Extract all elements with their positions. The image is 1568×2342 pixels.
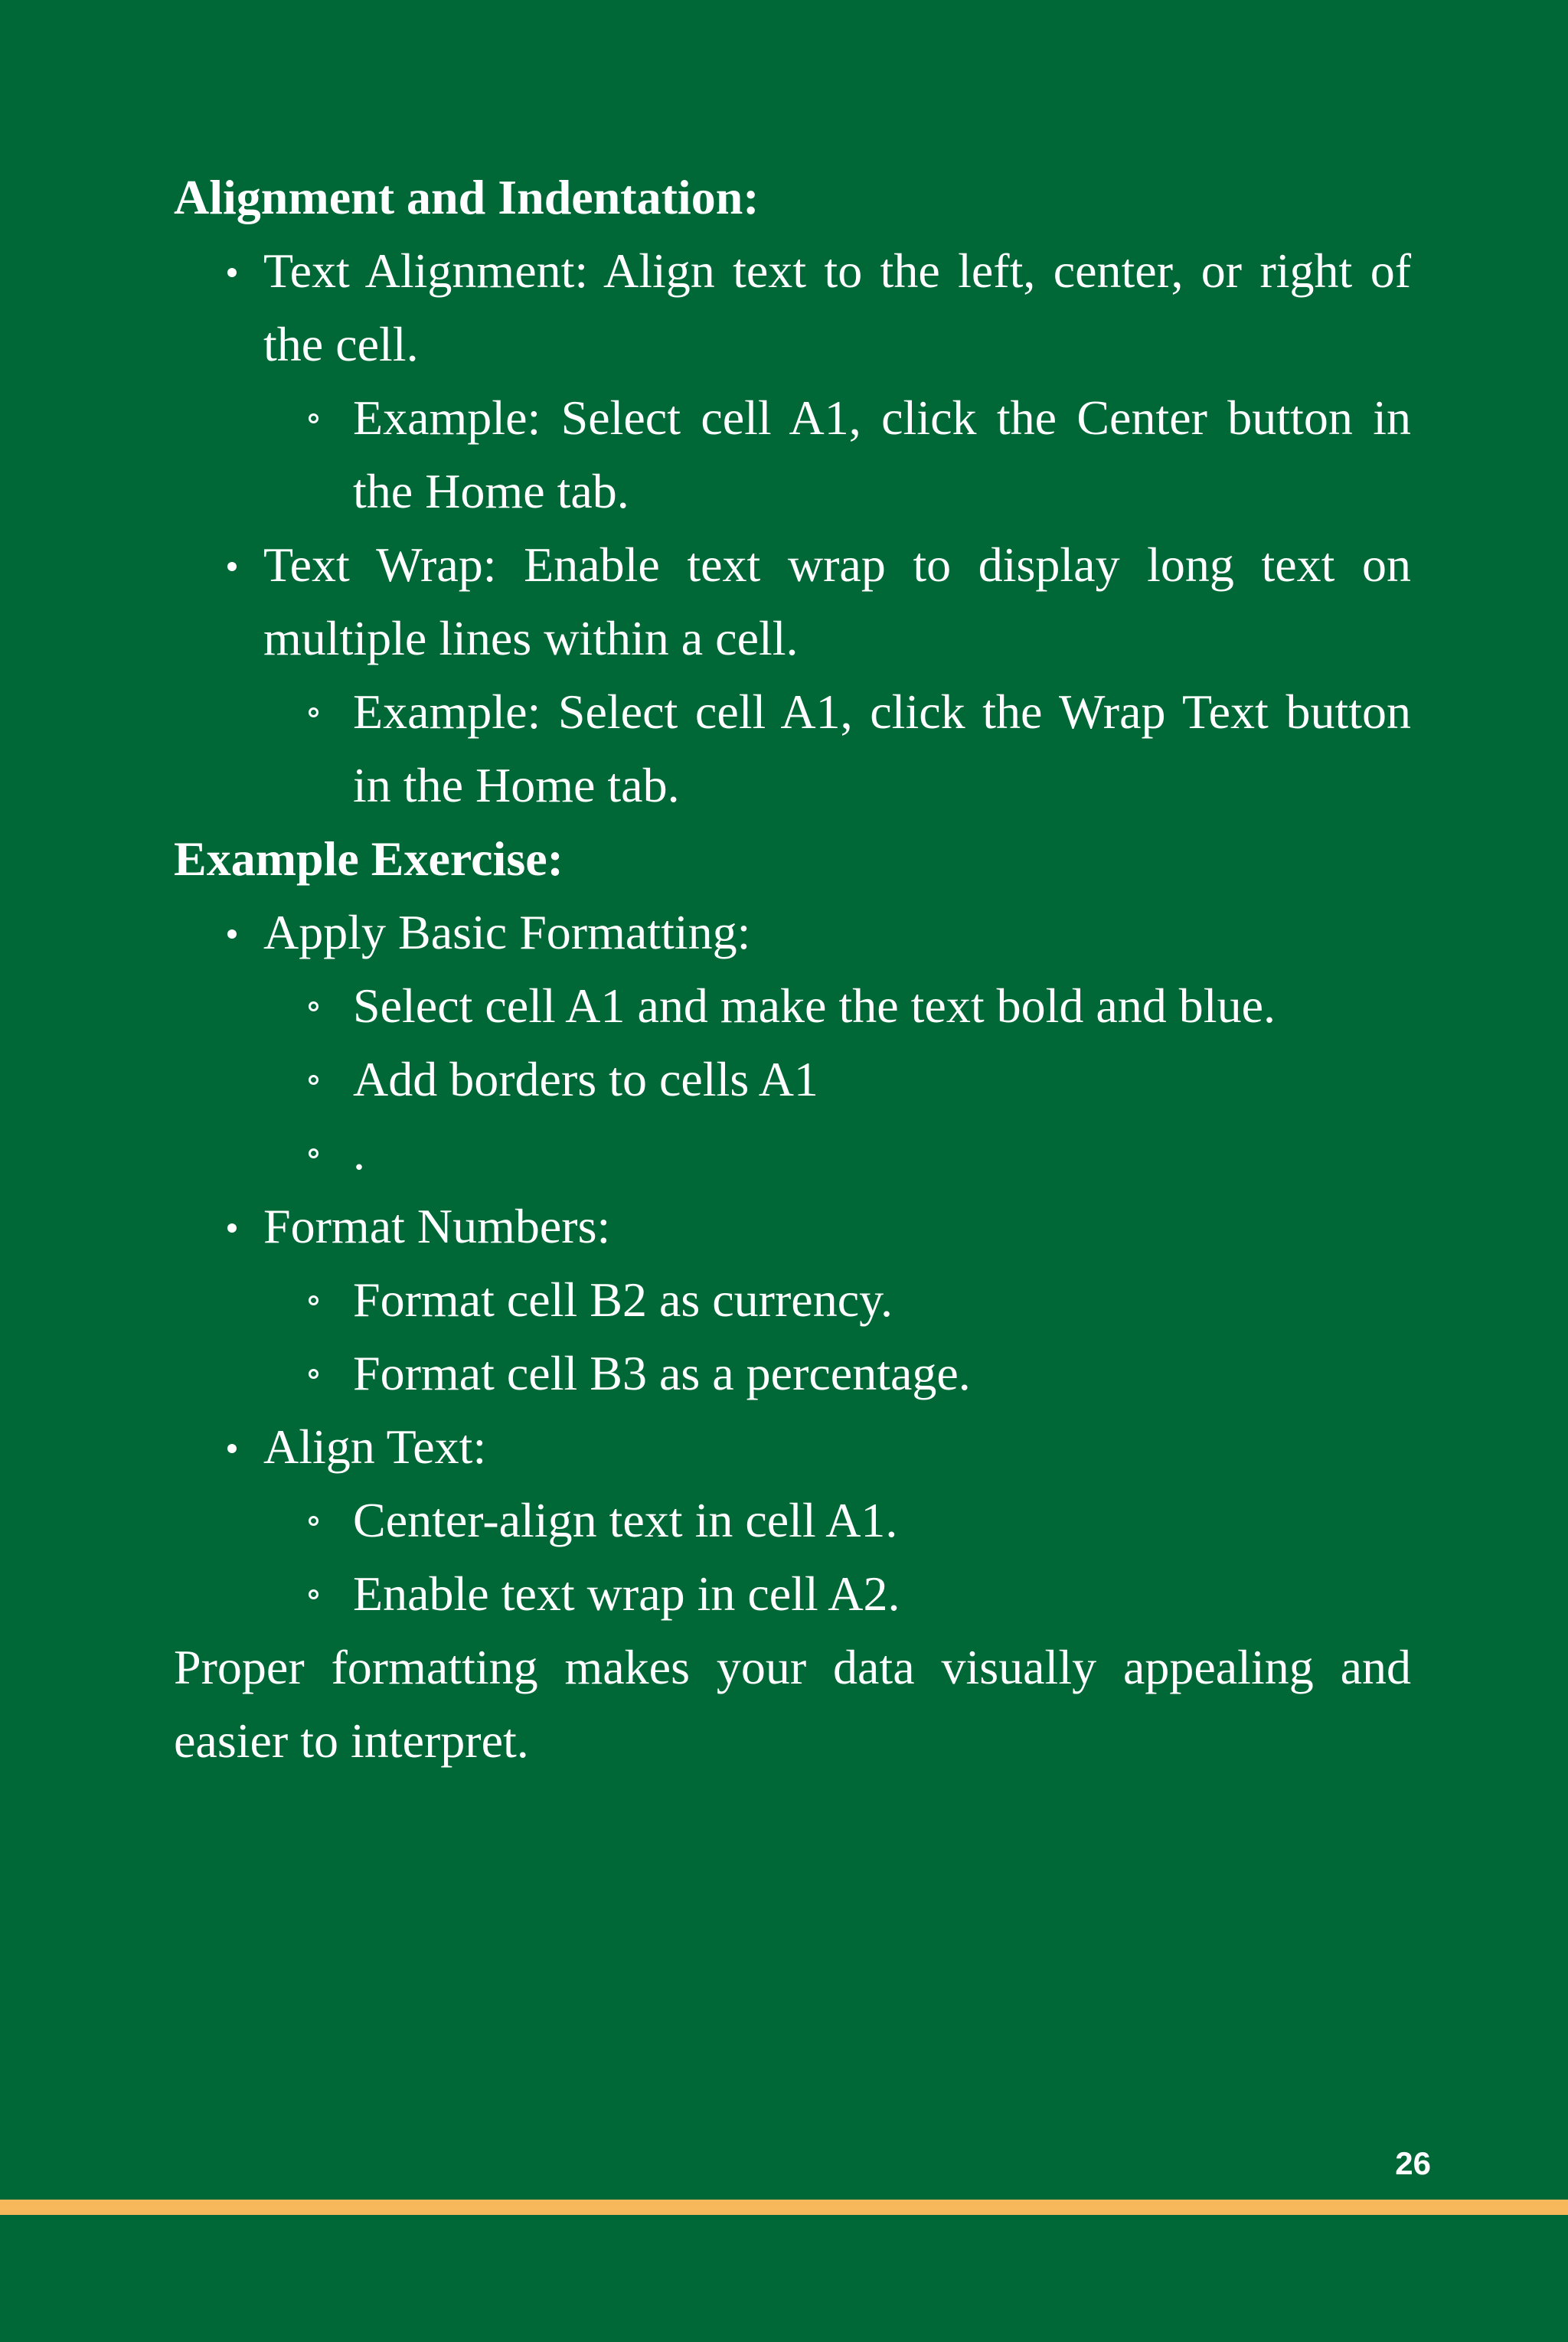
bullet-list-exercise [174,896,1411,1631]
bullet-circle-icon [299,1484,330,1557]
bullet-list-alignment [174,234,1411,822]
sub-list [263,969,1411,1190]
page-content [174,161,1411,1778]
section-heading-alignment: Alignment and Indentation: [174,170,760,224]
sub-list-item-text: Select cell A1 and make the text bold and blue. [353,978,1276,1033]
list-item [174,1410,1411,1631]
sub-list-item [263,1484,1411,1557]
sub-list [263,1263,1411,1410]
list-item [174,234,1411,528]
sub-list-item [263,969,1411,1043]
bullet-circle-icon [299,969,330,1043]
sub-list [263,1484,1411,1631]
bullet-circle-icon [299,1043,330,1116]
sub-list-item [263,1337,1411,1410]
bullet-circle-icon [299,1116,330,1190]
list-item-text: Text Alignment: Align text to the left, center, or right of the cell. [263,243,1411,371]
closing-paragraph: Proper formatting makes your data visually appealing and easier to interpret. [174,1640,1411,1768]
sub-list-item-text: Example: Select cell A1, click the Wrap Text button in the Home tab. [353,684,1411,812]
bullet-circle-icon [299,675,330,749]
sub-list-item-text: . [353,1125,365,1180]
sub-list-item [263,381,1411,528]
sub-list-item [263,1263,1411,1337]
list-item [174,1190,1411,1410]
footer-divider [0,2200,1568,2215]
sub-list-item [263,1043,1411,1116]
sub-list-item-text: Enable text wrap in cell A2. [353,1566,900,1621]
sub-list-item-text: Example: Select cell A1, click the Center button in the Home tab. [353,390,1411,518]
list-item-text: Text Wrap: Enable text wrap to display long text on multiple lines within a cell. [263,537,1411,665]
sub-list [263,381,1411,528]
list-item-text: Format Numbers: [263,1199,611,1253]
sub-list-item [263,1557,1411,1631]
sub-list-item-text: Format cell B3 as a percentage. [353,1346,971,1400]
bullet-circle-icon [299,381,330,455]
list-item-text: Apply Basic Formatting: [263,905,751,959]
list-item-text: Align Text: [263,1419,487,1474]
sub-list-item-text: Center-align text in cell A1. [353,1493,898,1547]
list-item [174,896,1411,1190]
sub-list-item-text: Add borders to cells A1 [353,1052,818,1106]
sub-list [263,675,1411,822]
list-item [174,528,1411,822]
bullet-circle-icon [299,1337,330,1410]
bullet-circle-icon [299,1263,330,1337]
sub-list-item-text: Format cell B2 as currency. [353,1272,893,1327]
page-number: 26 [1395,2145,1431,2181]
sub-list-item [263,675,1411,822]
bullet-circle-icon [299,1557,330,1631]
sub-list-item [263,1116,1411,1190]
section-heading-exercise: Example Exercise: [174,831,564,886]
